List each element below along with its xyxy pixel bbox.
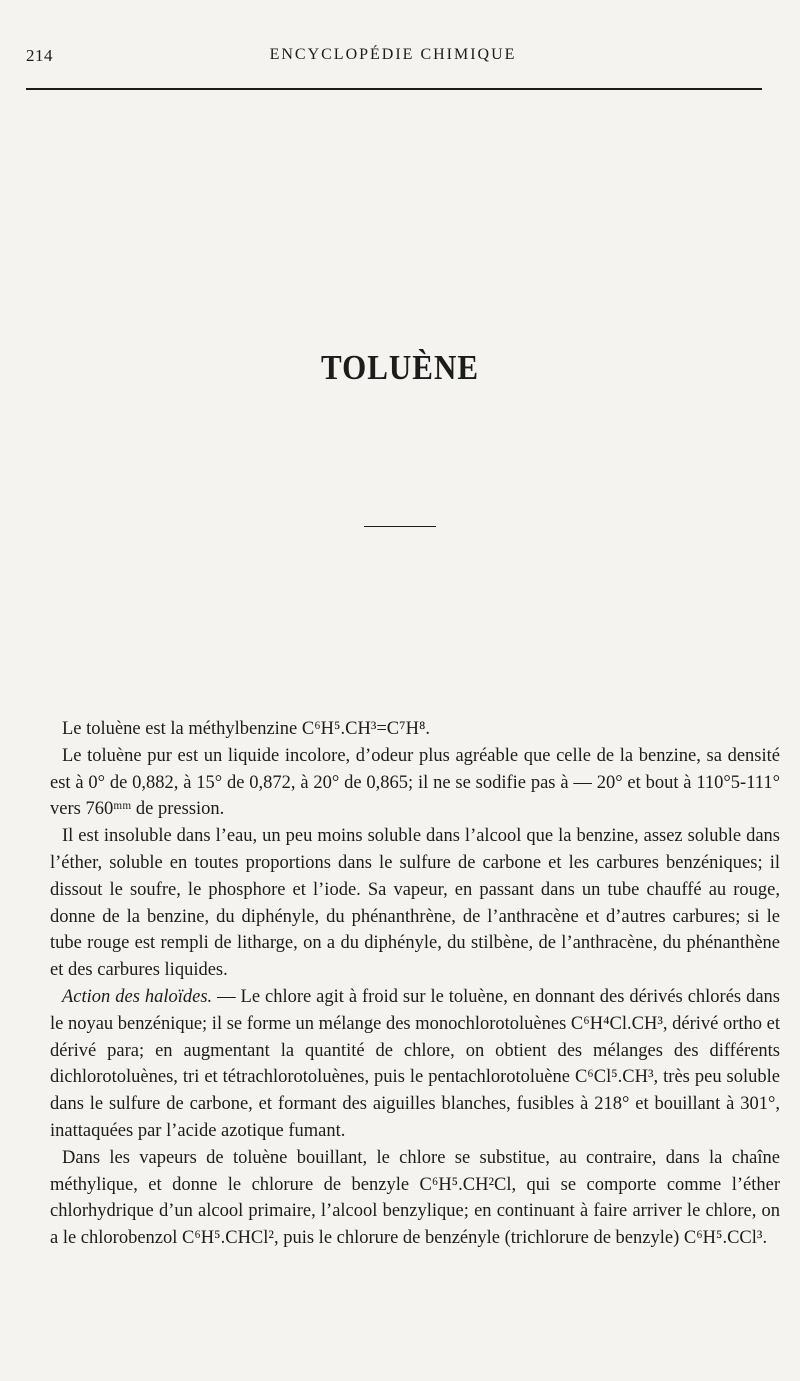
paragraph-text: Le toluène pur est un liquide incolore, d’odeur plus agréable que celle de la benzine, sa densité est à 0° de 0,882, à 15° de 0,872, à 20° de 0,865; il ne se sodifie pas à — 20° et bout à 110°5-111° vers 760ᵐᵐ de pression. [50,745,780,820]
paragraph-lead: Action des haloïdes. [62,986,213,1007]
paragraph [50,743,780,823]
chapter-title: TOLUÈNE [320,347,480,388]
header-rule [26,88,762,90]
paragraph-text: Le toluène est la méthylbenzine C⁶H⁵.CH³=C⁷H⁸. [62,719,431,739]
paragraph-text: Il est insoluble dans l’eau, un peu moins soluble dans l’alcool que la benzine, assez soluble dans l’éther, soluble en toutes proportions dans le sulfure de carbone et les carbures benzéniques; il dissout le soufre, le phosphore et l’iode. Sa vapeur, en passant dans un tube chauffé au rouge, donne de la benzine, du diphényle, du phénanthrène, de l’anthracène et d’autres carbures; si le tube rouge est rempli de litharge, on a du diphényle, du stilbène, de l’anthracène, du phénanthène et des carbures liquides. [50,826,780,981]
title-divider [364,526,436,527]
body-text [50,716,780,1252]
paragraph-text: — Le chlore agit à froid sur le toluène, en donnant des dérivés chlorés dans le noyau benzénique; il se forme un mélange des monochlorotoluènes C⁶H⁴Cl.CH³, dérivé ortho et dérivé para; en augmentant la quantité de chlore, on obtient des mélanges des différents dichlorotoluènes, tri et tétrachlorotoluènes, puis le pentachlorotoluène C⁶Cl⁵.CH³, très peu soluble dans le sulfure de carbone, et formant des aiguilles blanches, fusibles à 218° et bouillant à 301°, inattaquées par l’acide azotique fumant. [50,986,781,1141]
paragraph [50,716,780,743]
page-header [26,46,760,68]
paragraph [50,984,780,1145]
page-number: 214 [26,46,53,65]
paragraph [50,1145,780,1252]
running-title: ENCYCLOPÉDIE CHIMIQUE [269,46,517,63]
paragraph-text: Dans les vapeurs de toluène bouillant, le chlore se substitue, au contraire, dans la chaîne méthylique, et donne le chlorure de benzyle C⁶H⁵.CH²Cl, qui se comporte comme l’éther chlorhydrique d’un alcool primaire, l’alcool benzylique; en continuant à faire arriver le chlore, on a le chlorobenzol C⁶H⁵.CHCl², puis le chlorure de benzényle (trichlorure de benzyle) C⁶H⁵.CCl³. [50,1147,780,1249]
paragraph [50,823,780,984]
